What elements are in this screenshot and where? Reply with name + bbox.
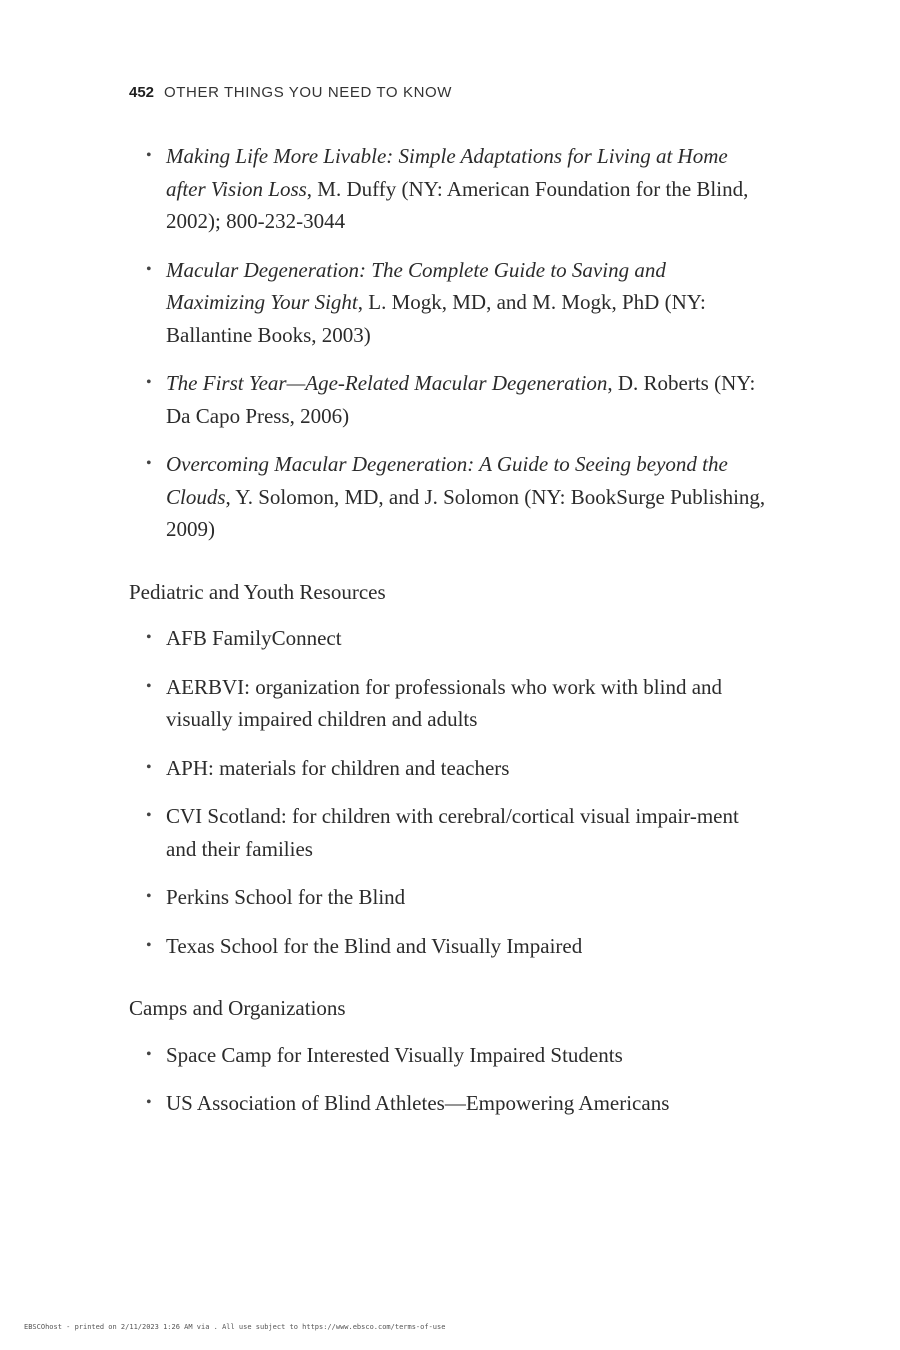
bullet-icon: • [146, 758, 152, 776]
book-details: , Y. Solomon, MD, and J. Solomon (NY: BookSurge Publishing, 2009) [166, 484, 766, 541]
bullet-icon: • [146, 374, 152, 391]
list-item [129, 622, 769, 655]
bullet-icon: • [146, 1045, 152, 1063]
bullet-icon: • [146, 936, 152, 954]
list-item [129, 800, 769, 865]
book-details: , M. Duffy (NY: American Foundation for the Blind, 2002); 800-232-3044 [166, 176, 749, 233]
book-title: The First Year—Age-Related Macular Degeneration [166, 371, 608, 395]
list-item-text: US Association of Blind Athletes—Empowering Americans [166, 1091, 670, 1115]
bullet-icon: • [146, 455, 152, 472]
print-footer: EBSCOhost - printed on 2/11/2023 1:26 AM via . All use subject to https://www.ebsco.com/terms-of-use [24, 1323, 446, 1331]
page-content [129, 140, 769, 1136]
list-item [129, 881, 769, 914]
bullet-icon: • [146, 147, 152, 164]
list-item [129, 671, 769, 736]
page-number: 452 [129, 84, 155, 101]
list-item [129, 140, 769, 238]
camps-list [129, 1039, 769, 1120]
list-item-text: AERBVI: organization for professionals who work with blind and visually impaired children and adults [166, 674, 723, 731]
running-head [129, 84, 452, 101]
section-heading-camps: Camps and Organizations [129, 996, 346, 1020]
list-item-text: Perkins School for the Blind [166, 885, 406, 909]
list-item [129, 448, 769, 546]
bullet-icon: • [146, 629, 152, 646]
book-title: Making Life More Livable: Simple Adaptations for Living at Home after Vision Loss [166, 144, 728, 201]
bullet-icon: • [146, 1094, 152, 1111]
list-item [129, 367, 769, 432]
pediatric-list [129, 622, 769, 962]
bullet-icon: • [146, 677, 152, 695]
list-item-text: CVI Scotland: for children with cerebral/cortical visual impair-ment and their families [166, 804, 739, 861]
list-item [129, 752, 769, 785]
list-item [129, 930, 769, 963]
book-title: Macular Degeneration: The Complete Guide to Saving and Maximizing Your Sight [166, 257, 666, 314]
bullet-icon: • [146, 260, 152, 278]
running-title: OTHER THINGS YOU NEED TO KNOW [164, 84, 453, 101]
bullet-icon: • [146, 807, 152, 824]
list-item-text: Texas School for the Blind and Visually Impaired [166, 933, 583, 958]
list-item-text: APH: materials for children and teachers [166, 755, 510, 780]
list-item [129, 254, 769, 352]
list-item [129, 1039, 769, 1072]
bullet-icon: • [146, 888, 152, 905]
book-details: , L. Mogk, MD, and M. Mogk, PhD (NY: Ballantine Books, 2003) [166, 290, 706, 347]
book-list [129, 140, 769, 546]
list-item [129, 1087, 769, 1120]
list-item-text: Space Camp for Interested Visually Impaired Students [166, 1042, 623, 1067]
book-details: , D. Roberts (NY: Da Capo Press, 2006) [166, 371, 756, 428]
book-title: Overcoming Macular Degeneration: A Guide to Seeing beyond the Clouds [166, 452, 728, 509]
section-heading-pediatric: Pediatric and Youth Resources [129, 579, 386, 604]
list-item-text: AFB FamilyConnect [166, 626, 342, 650]
